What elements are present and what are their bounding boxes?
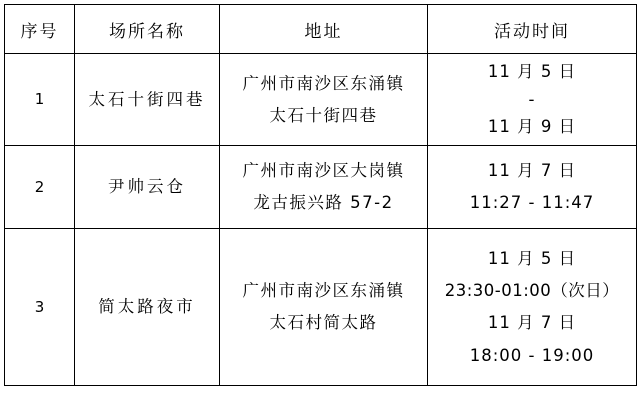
column-header-venue-name: 场所名称: [75, 5, 220, 54]
table-body: [5, 54, 637, 386]
time-line: 11:27 - 11:47: [469, 193, 595, 213]
column-header-activity-time: 活动时间: [428, 5, 637, 54]
address-line: 广州市南沙区大岗镇: [242, 161, 405, 181]
cell-activity-time: [428, 146, 637, 229]
cell-index: 1: [5, 54, 75, 146]
time-range-dash: -: [528, 90, 536, 110]
time-line: 18:00 - 19:00: [469, 345, 595, 365]
column-header-index: 序号: [5, 5, 75, 54]
time-line: 11 月 9 日: [487, 117, 577, 137]
table-header-row: [5, 5, 637, 54]
cell-activity-time: [428, 229, 637, 386]
table-row: [5, 54, 637, 146]
cell-index: 3: [5, 229, 75, 386]
time-line: 11 月 5 日: [487, 62, 577, 81]
address-line: 龙古振兴路 57-2: [253, 193, 394, 213]
cell-address: [220, 146, 428, 229]
time-line: 11 月 5 日: [487, 249, 577, 269]
cell-activity-time: [428, 54, 637, 146]
address-line: 太石村简太路: [269, 313, 378, 333]
venue-activity-table: [4, 4, 637, 386]
cell-address: [220, 54, 428, 146]
address-line: 广州市南沙区东涌镇: [242, 73, 405, 93]
table-header: [5, 5, 637, 54]
address-line: 太石十街四巷: [269, 105, 378, 125]
cell-address: [220, 229, 428, 386]
cell-venue-name: 尹帅云仓: [75, 146, 220, 229]
cell-venue-name: 简太路夜市: [75, 229, 220, 386]
time-line: 11 月 7 日: [487, 313, 577, 333]
column-header-address: 地址: [220, 5, 428, 54]
cell-index: 2: [5, 146, 75, 229]
table-row: [5, 229, 637, 386]
time-line: 23:30-01:00（次日）: [444, 281, 620, 301]
cell-venue-name: 太石十街四巷: [75, 54, 220, 146]
time-line: 11 月 7 日: [487, 161, 577, 181]
table-row: [5, 146, 637, 229]
address-line: 广州市南沙区东涌镇: [242, 281, 405, 301]
